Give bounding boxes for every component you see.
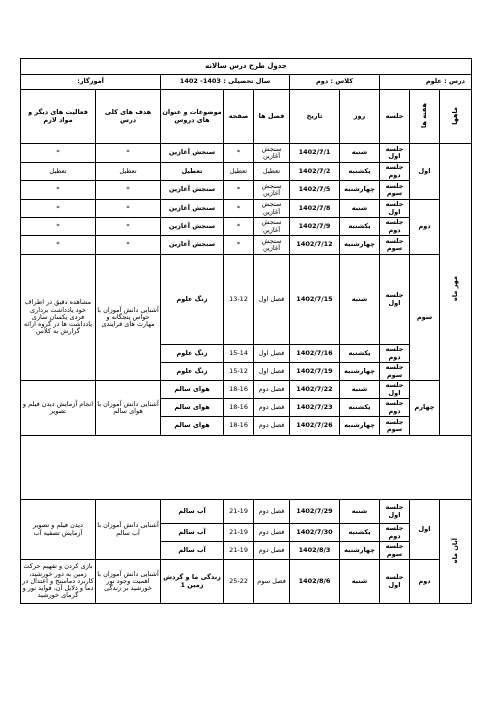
cell-day: یکشنبه	[340, 524, 380, 542]
cell-topic: هوای سالم	[161, 417, 224, 436]
cell-topic: تعطیل	[161, 163, 224, 181]
cell-topic: زنگ علوم	[161, 363, 224, 381]
table-row	[21, 144, 472, 163]
cell-page: 15-14	[224, 345, 254, 363]
cell-activity: *	[21, 218, 96, 236]
cell-topic: سنجش آغازین	[161, 200, 224, 218]
cell-goal: آشنایی دانش آموزان با آب سالم	[96, 500, 161, 560]
cell-date: 1402/7/23	[290, 399, 340, 417]
cell-date: 1402/8/3	[290, 542, 340, 560]
cell-session: جلسه دوم	[380, 399, 410, 417]
cell-day: چهارشنبه	[340, 417, 380, 436]
cell-topic: آب سالم	[161, 524, 224, 542]
header-topics: موضوعات و عنوان های دروس	[161, 90, 224, 144]
cell-activity: دیدن فیلم و تصویر آزمایش تصفیه آب	[21, 500, 96, 560]
cell-date: 1402/7/12	[290, 236, 340, 255]
table-row	[21, 500, 472, 524]
cell-session: جلسه اول	[380, 560, 410, 604]
header-activities: فعالیت های دیگر و مواد لازم	[21, 90, 96, 144]
cell-activity: انجام آزمایش دیدن فیلم و تصویر	[21, 381, 96, 436]
cell-session: جلسه سوم	[380, 542, 410, 560]
table-row	[21, 381, 472, 399]
cell-chapter: سنجش آغازین	[254, 236, 290, 255]
cell-session: جلسه دوم	[380, 345, 410, 363]
cell-topic: سنجش آغازین	[161, 218, 224, 236]
header-week: هفته ها	[410, 90, 440, 144]
cell-page: 25-22	[224, 560, 254, 604]
cell-day: یکشنبه	[340, 345, 380, 363]
cell-day: چهارشنبه	[340, 181, 380, 200]
cell-day: چهارشنبه	[340, 236, 380, 255]
school-year: سال تحصیلی : 1403- 1402	[161, 75, 290, 90]
cell-topic: زنگ علوم	[161, 255, 224, 345]
cell-page: 13-12	[224, 255, 254, 345]
week-cell: دوم	[410, 560, 440, 604]
header-goals: هدف های کلی درس	[96, 90, 161, 144]
header-date: تاریخ	[290, 90, 340, 144]
spacer-cell	[21, 436, 472, 500]
cell-page: *	[224, 181, 254, 200]
cell-page: *	[224, 236, 254, 255]
header-month: ماهها	[440, 90, 472, 144]
cell-topic: زندگی ما و گردش زمین 1	[161, 560, 224, 604]
cell-session: جلسه اول	[380, 255, 410, 345]
cell-page: 15-12	[224, 363, 254, 381]
cell-page: 18-16	[224, 399, 254, 417]
cell-date: 1402/7/30	[290, 524, 340, 542]
cell-goal: تعطیل	[96, 163, 161, 181]
cell-session: جلسه سوم	[380, 417, 410, 436]
cell-chapter: فصل دوم	[254, 381, 290, 399]
cell-chapter: سنجش آغازین	[254, 181, 290, 200]
cell-date: 1402/7/16	[290, 345, 340, 363]
cell-day: شنبه	[340, 144, 380, 163]
month-cell: مهر ماه	[440, 144, 472, 436]
spacer-row	[21, 436, 472, 500]
lesson-plan-page	[20, 58, 471, 604]
cell-date: 1402/7/19	[290, 363, 340, 381]
cell-topic: سنجش آغازین	[161, 181, 224, 200]
cell-session: جلسه سوم	[380, 181, 410, 200]
week-cell: چهارم	[410, 381, 440, 436]
month-cell: آبان ماه	[440, 500, 472, 604]
table-row	[21, 560, 472, 604]
header-day: روز	[340, 90, 380, 144]
cell-date: 1402/8/6	[290, 560, 340, 604]
cell-date: 1402/7/26	[290, 417, 340, 436]
header-page: صفحه	[224, 90, 254, 144]
cell-session: جلسه دوم	[380, 218, 410, 236]
cell-day: یکشنبه	[340, 163, 380, 181]
cell-goal: *	[96, 236, 161, 255]
cell-date: 1402/7/5	[290, 181, 340, 200]
cell-date: 1402/7/2	[290, 163, 340, 181]
cell-session: جلسه اول	[380, 144, 410, 163]
week-cell: سوم	[410, 255, 440, 381]
cell-chapter: سنجش آغازین	[254, 200, 290, 218]
cell-chapter: فصل اول	[254, 255, 290, 345]
cell-chapter: فصل دوم	[254, 542, 290, 560]
cell-topic: هوای سالم	[161, 381, 224, 399]
cell-day: شنبه	[340, 255, 380, 345]
cell-session: جلسه اول	[380, 381, 410, 399]
cell-date: 1402/7/22	[290, 381, 340, 399]
table-row	[21, 200, 472, 218]
cell-date: 1402/7/9	[290, 218, 340, 236]
cell-day: شنبه	[340, 381, 380, 399]
cell-session: جلسه دوم	[380, 524, 410, 542]
cell-chapter: فصل سوم	[254, 560, 290, 604]
table-row	[21, 236, 472, 255]
cell-session: جلسه دوم	[380, 163, 410, 181]
cell-topic: سنجش آغازین	[161, 236, 224, 255]
cell-chapter: سنجش آغازین	[254, 144, 290, 163]
cell-chapter: تعطیل	[254, 163, 290, 181]
cell-chapter: فصل اول	[254, 345, 290, 363]
cell-session: جلسه اول	[380, 200, 410, 218]
cell-goal: *	[96, 181, 161, 200]
cell-goal: آشنایی دانش آموزان با اهمیت وجود نور خورشید بر زندگی	[96, 560, 161, 604]
cell-session: جلسه سوم	[380, 236, 410, 255]
cell-chapter: فصل دوم	[254, 524, 290, 542]
cell-chapter: فصل دوم	[254, 500, 290, 524]
header-chapter: فصل ها	[254, 90, 290, 144]
cell-page: *	[224, 200, 254, 218]
cell-page: 21-19	[224, 524, 254, 542]
week-cell: اول	[410, 144, 440, 200]
cell-activity: *	[21, 181, 96, 200]
cell-day: یکشنبه	[340, 218, 380, 236]
cell-goal: *	[96, 200, 161, 218]
cell-goal: آشنایی دانش آموزان با حواس پنجگانه و مهارت های فرایندی	[96, 255, 161, 381]
cell-day: شنبه	[340, 560, 380, 604]
class-name: کلاس : دوم	[290, 75, 380, 90]
table-row	[21, 218, 472, 236]
teacher-name: آموزگار:	[21, 75, 161, 90]
cell-page: 18-16	[224, 417, 254, 436]
cell-date: 1402/7/1	[290, 144, 340, 163]
header-session: جلسه	[380, 90, 410, 144]
table-row	[21, 163, 472, 181]
cell-session: جلسه سوم	[380, 363, 410, 381]
cell-activity: مشاهده دقیق در اطراف خود یادداشت برداری فردی یکسان سازی یادداشت ها در گروه ارائه گزارش به کلاس	[21, 255, 96, 381]
cell-activity: *	[21, 144, 96, 163]
cell-activity: بازی کردن و تفهیم حرکت زمین به دور خورشید، کاربرد دماسنج و اعتدال در دما و دلایل آن، فواید نور و گرمای خورشید	[21, 560, 96, 604]
cell-page: تعطیل	[224, 163, 254, 181]
cell-day: چهارشنبه	[340, 363, 380, 381]
cell-date: 1402/7/15	[290, 255, 340, 345]
week-cell: دوم	[410, 200, 440, 255]
cell-topic: هوای سالم	[161, 399, 224, 417]
cell-goal: *	[96, 218, 161, 236]
table-row	[21, 255, 472, 345]
cell-activity: *	[21, 236, 96, 255]
cell-day: یکشنبه	[340, 399, 380, 417]
header-row	[21, 90, 472, 144]
cell-day: شنبه	[340, 500, 380, 524]
cell-topic: زنگ علوم	[161, 345, 224, 363]
cell-session: جلسه اول	[380, 500, 410, 524]
cell-activity: *	[21, 200, 96, 218]
lesson-plan-table	[20, 58, 472, 604]
cell-date: 1402/7/8	[290, 200, 340, 218]
cell-chapter: سنجش آغازین	[254, 218, 290, 236]
cell-page: *	[224, 144, 254, 163]
cell-activity: تعطیل	[21, 163, 96, 181]
table-title: جدول طرح درس سالانه	[21, 59, 472, 75]
cell-day: چهارشنبه	[340, 542, 380, 560]
cell-chapter: فصل دوم	[254, 399, 290, 417]
cell-topic: آب سالم	[161, 542, 224, 560]
cell-day: شنبه	[340, 200, 380, 218]
cell-topic: آب سالم	[161, 500, 224, 524]
table-row	[21, 181, 472, 200]
lesson-name: درس : علوم	[380, 75, 472, 90]
cell-goal: آشنایی دانش آموزان با هوای سالم	[96, 381, 161, 436]
week-cell: اول	[410, 500, 440, 560]
cell-page: 18-16	[224, 381, 254, 399]
cell-date: 1402/7/29	[290, 500, 340, 524]
cell-goal: *	[96, 144, 161, 163]
cell-page: 21-19	[224, 542, 254, 560]
cell-chapter: فصل اول	[254, 363, 290, 381]
cell-page: *	[224, 218, 254, 236]
cell-topic: سنجش آغازین	[161, 144, 224, 163]
cell-chapter: فصل دوم	[254, 417, 290, 436]
cell-page: 21-19	[224, 500, 254, 524]
